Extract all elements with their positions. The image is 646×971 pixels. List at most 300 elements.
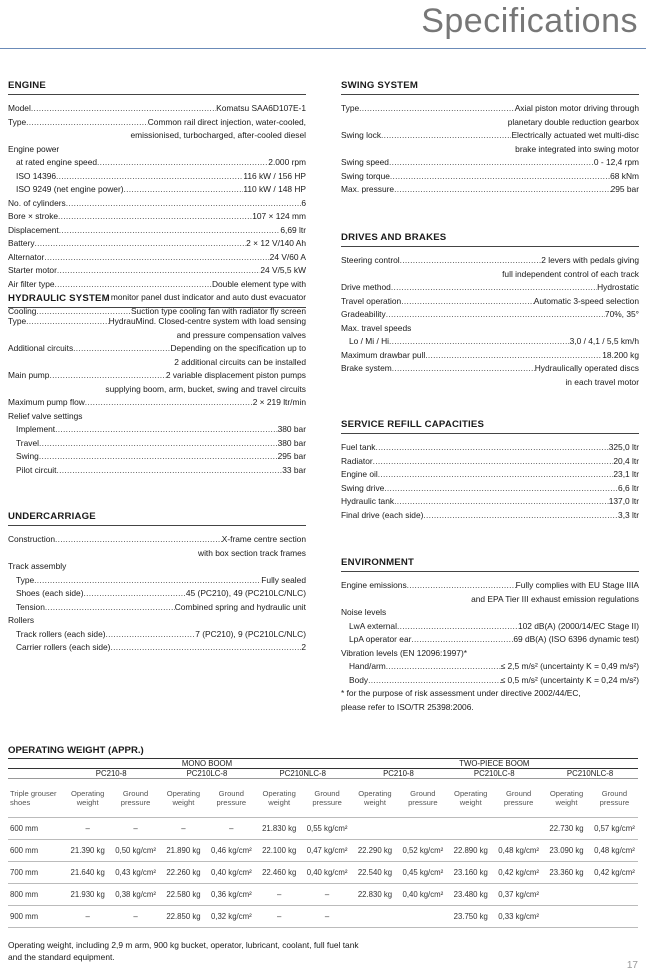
boom-group-header: TWO-PIECE BOOM: [351, 759, 638, 769]
table-cell: 22.730 kg: [542, 818, 591, 840]
table-cell: [591, 884, 638, 906]
spec-value: 6,69 ltr: [280, 224, 306, 235]
ground-pressure-header: Ground pressure: [208, 779, 255, 818]
ground-pressure-header: Ground pressure: [399, 779, 446, 818]
spec-row: [341, 281, 639, 295]
spec-value: Combined spring and hydraulic unit: [174, 601, 306, 612]
shoe-width-cell: 800 mm: [8, 884, 63, 906]
table-cell: [542, 906, 591, 928]
blank-cell: [8, 759, 63, 769]
spec-row: [341, 620, 639, 634]
spec-label: Additional circuits: [8, 343, 74, 353]
table-cell: –: [112, 906, 159, 928]
spec-label: Brake system: [341, 363, 392, 373]
dot-leader: [359, 102, 515, 116]
spec-value: Automatic 3-speed selection: [533, 295, 639, 306]
dot-leader: [397, 620, 518, 634]
spec-label: LwA external: [349, 620, 397, 631]
dot-leader: [381, 129, 511, 143]
spec-row: [341, 349, 639, 363]
table-cell: 21.640 kg: [63, 862, 112, 884]
spec-label: Engine power: [8, 143, 60, 154]
table-cell: 0,47 kg/cm²: [304, 840, 351, 862]
spec-row: [8, 342, 306, 356]
undercarriage-heading: UNDERCARRIAGE: [8, 511, 306, 526]
spec-label: Main pump: [8, 370, 50, 380]
spec-label: Track rollers (each side): [16, 628, 106, 639]
spec-value-continuation: brake integrated into swing motor: [515, 143, 639, 154]
table-cell: 22.890 kg: [446, 840, 495, 862]
ground-pressure-header: Ground pressure: [495, 779, 542, 818]
dot-leader: [84, 587, 186, 601]
dot-leader: [31, 102, 216, 116]
spec-value-continuation: monitor panel dust indicator and auto dust evacuator: [110, 292, 306, 302]
page-title: Specifications: [421, 2, 638, 40]
spec-value: 380 bar: [277, 424, 306, 434]
spec-value: Electrically actuated wet multi-disc: [511, 130, 639, 140]
spec-row: [8, 156, 306, 170]
spec-label: Starter motor: [8, 265, 57, 275]
spec-value: 295 bar: [610, 184, 639, 194]
spec-row: [8, 410, 306, 424]
model-header: PC210-8: [63, 769, 159, 779]
table-cell: 22.580 kg: [159, 884, 208, 906]
spec-value: 33 bar: [282, 464, 306, 475]
table-cell: 21.890 kg: [159, 840, 208, 862]
spec-value-continuation: and pressure compensation valves: [176, 329, 306, 340]
spec-row: [341, 295, 639, 309]
table-cell: 23.160 kg: [446, 862, 495, 884]
table-cell: –: [255, 884, 304, 906]
environment-section: [341, 557, 639, 714]
spec-row: [341, 455, 639, 469]
spec-label: Steering control: [341, 255, 400, 265]
hydraulic-heading: HYDRAULIC SYSTEM: [8, 293, 306, 308]
dot-leader: [55, 423, 277, 437]
spec-value: 23,1 ltr: [613, 469, 639, 479]
spec-row: [8, 170, 306, 184]
model-header: PC210-8: [351, 769, 447, 779]
shoe-width-cell: 900 mm: [8, 906, 63, 928]
spec-label: Air filter type: [8, 278, 55, 289]
spec-value: Fully complies with EU Stage IIIA: [515, 580, 639, 590]
table-cell: 21.830 kg: [255, 818, 304, 840]
spec-label: Model: [8, 103, 31, 113]
spec-row: [341, 647, 639, 661]
spec-row: [8, 450, 306, 464]
dot-leader: [391, 281, 597, 295]
table-cell: 0,33 kg/cm²: [495, 906, 542, 928]
table-cell: 0,42 kg/cm²: [495, 862, 542, 884]
spec-value: 2 levers with pedals giving: [541, 255, 639, 265]
spec-label: Final drive (each side): [341, 509, 424, 520]
dot-leader: [66, 197, 302, 211]
spec-label: Max. pressure: [341, 184, 395, 194]
table-row: [8, 906, 638, 928]
spec-label: Type: [341, 103, 360, 113]
dot-leader: [44, 251, 269, 265]
table-cell: [399, 818, 446, 840]
table-cell: [542, 884, 591, 906]
spec-label: Travel: [16, 437, 39, 448]
ground-pressure-header: Ground pressure: [304, 779, 351, 818]
spec-label: Noise levels: [341, 607, 387, 617]
dot-leader: [35, 237, 247, 251]
table-cell: 21.390 kg: [63, 840, 112, 862]
spec-value: 18.200 kg: [602, 349, 639, 360]
spec-row: [341, 156, 639, 170]
dot-leader: [389, 335, 570, 349]
table-cell: [591, 906, 638, 928]
spec-value: 6,6 ltr: [618, 482, 639, 493]
dot-leader: [66, 560, 306, 574]
spec-row: [341, 579, 639, 593]
spec-value: 7 (PC210), 9 (PC210LC/NLC): [195, 628, 306, 639]
footnote: * for the purpose of risk assessment under directive 2002/44/EC,: [341, 688, 581, 698]
spec-row: [8, 315, 306, 329]
spec-value-continuation: 2 additional circuits can be installed: [174, 356, 306, 367]
note-line: Operating weight, including 2,9 m arm, 900 kg bucket, operator, lubricant, coolant, full fuel tank: [8, 940, 359, 950]
table-cell: 23.090 kg: [542, 840, 591, 862]
spec-value: 68 kNm: [610, 170, 639, 181]
spec-value: HydrauMind. Closed-centre system with load sensing: [108, 316, 306, 326]
spec-row: [341, 322, 639, 336]
dot-leader: [26, 315, 108, 329]
spec-row: [8, 278, 306, 292]
column-header-row: [8, 779, 638, 818]
dot-leader: [425, 349, 602, 363]
note-line: and the standard equipment.: [8, 952, 115, 962]
spec-row: [341, 441, 639, 455]
spec-value: 20,4 ltr: [613, 455, 639, 466]
spec-row: [8, 210, 306, 224]
dot-leader: [401, 295, 534, 309]
spec-label: Battery: [8, 238, 35, 248]
operating-weight-heading: OPERATING WEIGHT (APPR.): [8, 745, 144, 756]
spec-value: 110 kW / 148 HP: [243, 184, 306, 194]
dot-leader: [384, 482, 618, 496]
hydraulic-section: [8, 293, 306, 511]
table-cell: [351, 906, 400, 928]
spec-row: [8, 533, 306, 547]
spec-value: 102 dB(A) (2000/14/EC Stage II): [517, 620, 639, 631]
spec-label: Swing torque: [341, 170, 390, 181]
table-cell: 0,36 kg/cm²: [208, 884, 255, 906]
spec-label: Displacement: [8, 224, 59, 235]
spec-value: Hydraulically operated discs: [534, 363, 639, 373]
spec-label: Vibration levels (EN 12096:1997)*: [341, 647, 468, 658]
spec-value-continuation: in each travel motor: [565, 376, 639, 387]
spec-value: 380 bar: [277, 437, 306, 448]
spec-row: [8, 423, 306, 437]
table-cell: [351, 818, 400, 840]
spec-row: [8, 183, 306, 197]
spec-row: [8, 116, 306, 130]
dot-leader: [368, 674, 500, 688]
page-number: 17: [626, 960, 638, 971]
spec-value: Depending on the specification up to: [170, 343, 306, 353]
spec-value: Suction type cooling fan with radiator fly screen: [130, 305, 306, 316]
table-cell: 0,43 kg/cm²: [112, 862, 159, 884]
spec-value: Axial piston motor driving through: [514, 103, 639, 113]
blank-cell: [8, 769, 63, 779]
dot-leader: [26, 116, 148, 130]
spec-value: 107 × 124 mm: [252, 211, 306, 221]
table-cell: 0,32 kg/cm²: [208, 906, 255, 928]
spec-label: Maximum pump flow: [8, 397, 85, 407]
spec-row: [341, 254, 639, 268]
spec-value: 2: [301, 642, 306, 652]
dot-leader: [82, 410, 306, 424]
dot-leader: [378, 468, 614, 482]
spec-value: 2 × 12 V/140 Ah: [246, 238, 306, 248]
swing-section: [341, 80, 639, 232]
spec-label: No. of cylinders: [8, 197, 66, 208]
dot-leader: [386, 660, 501, 674]
spec-row: [341, 170, 639, 184]
spec-value: Hydrostatic: [597, 282, 639, 292]
table-cell: 22.830 kg: [351, 884, 400, 906]
spec-label: Pilot circuit: [16, 464, 57, 475]
right-column: [341, 80, 639, 714]
spec-label: Swing speed: [341, 157, 389, 167]
dot-leader: [57, 264, 261, 278]
table-cell: 22.460 kg: [255, 862, 304, 884]
table-cell: 0,55 kg/cm²: [304, 818, 351, 840]
spec-value-continuation: emissionised, turbocharged, after-cooled diesel: [130, 130, 306, 140]
spec-row: [341, 495, 639, 509]
spec-row: [341, 660, 639, 674]
operating-weight-header: Operating weight: [63, 779, 112, 818]
shoes-header: Triple grouser shoes: [8, 779, 63, 818]
table-cell: 22.540 kg: [351, 862, 400, 884]
dot-leader: [386, 308, 605, 322]
dot-leader: [49, 369, 165, 383]
spec-value-continuation: supplying boom, arm, bucket, swing and travel circuits: [105, 383, 306, 394]
spec-label: Fuel tank: [341, 442, 376, 452]
spec-label: Drive method: [341, 282, 391, 292]
table-cell: 22.100 kg: [255, 840, 304, 862]
spec-value: 2 variable displacement piston pumps: [165, 370, 306, 380]
shoe-width-cell: 600 mm: [8, 840, 63, 862]
table-cell: 0,57 kg/cm²: [591, 818, 638, 840]
spec-label: Implement: [16, 424, 56, 434]
table-cell: 23.480 kg: [446, 884, 495, 906]
operating-weight-header: Operating weight: [159, 779, 208, 818]
spec-label: Relief valve settings: [8, 410, 83, 421]
operating-weight-note: [8, 939, 359, 963]
table-row: [8, 884, 638, 906]
operating-weight-header: Operating weight: [446, 779, 495, 818]
spec-value: ≤ 2,5 m/s² (uncertainty K = 0,49 m/s²): [500, 661, 639, 671]
dot-leader: [56, 170, 243, 184]
table-cell: 0,40 kg/cm²: [399, 884, 446, 906]
table-cell: 0,37 kg/cm²: [495, 884, 542, 906]
spec-label: Construction: [8, 534, 56, 544]
table-cell: 21.930 kg: [63, 884, 112, 906]
spec-row: [341, 102, 639, 116]
table-cell: 23.750 kg: [446, 906, 495, 928]
spec-row: [8, 251, 306, 265]
spec-row: [341, 509, 639, 523]
dot-leader: [375, 441, 608, 455]
spec-value: 45 (PC210), 49 (PC210LC/NLC): [185, 588, 306, 598]
spec-value: 3,3 ltr: [618, 509, 639, 520]
dot-leader: [390, 170, 610, 184]
spec-value: 24 V/5,5 kW: [260, 265, 306, 275]
model-header: PC210NLC-8: [542, 769, 638, 779]
group-header-row: [8, 759, 638, 769]
table-cell: –: [63, 818, 112, 840]
spec-label: Hand/arm: [349, 661, 386, 671]
title-rule: [0, 48, 646, 49]
table-cell: –: [304, 906, 351, 928]
dot-leader: [407, 579, 516, 593]
table-cell: 0,46 kg/cm²: [208, 840, 255, 862]
spec-row: [8, 464, 306, 478]
refill-heading: SERVICE REFILL CAPACITIES: [341, 419, 639, 434]
shoe-width-cell: 700 mm: [8, 862, 63, 884]
dot-leader: [55, 278, 212, 292]
spec-value-continuation: with box section track frames: [198, 547, 306, 558]
refill-section: [341, 419, 639, 557]
dot-leader: [73, 342, 170, 356]
model-header-row: [8, 769, 638, 779]
table-cell: [495, 818, 542, 840]
spec-value-continuation: and EPA Tier III exhaust emission regulations: [471, 593, 639, 604]
dot-leader: [394, 183, 611, 197]
dot-leader: [467, 647, 639, 661]
dot-leader: [85, 396, 253, 410]
dot-leader: [386, 606, 639, 620]
dot-leader: [58, 210, 252, 224]
dot-leader: [97, 156, 268, 170]
spec-value: 0 - 12,4 rpm: [593, 157, 639, 167]
spec-label: Engine oil: [341, 469, 378, 479]
spec-value: Double element type with: [211, 278, 306, 289]
shoe-width-cell: 600 mm: [8, 818, 63, 840]
operating-weight-header: Operating weight: [542, 779, 591, 818]
spec-row: [341, 335, 639, 349]
spec-value: Common rail direct injection, water-cooled,: [147, 116, 306, 127]
spec-label: Shoes (each side): [16, 588, 84, 598]
table-cell: 0,52 kg/cm²: [399, 840, 446, 862]
dot-leader: [411, 633, 513, 647]
footnote: please refer to ISO/TR 25398:2006.: [341, 701, 474, 712]
spec-row: [8, 369, 306, 383]
spec-value-continuation: full independent control of each track: [502, 268, 639, 279]
spec-label: Radiator: [341, 455, 373, 466]
spec-row: [341, 482, 639, 496]
spec-value: 6: [301, 197, 306, 208]
table-cell: 0,42 kg/cm²: [591, 862, 638, 884]
spec-label: Lo / Mi / Hi: [349, 336, 390, 346]
spec-label: Rollers: [8, 615, 35, 625]
spec-row: [8, 587, 306, 601]
ground-pressure-header: Ground pressure: [591, 779, 638, 818]
dot-leader: [39, 450, 278, 464]
table-cell: 22.850 kg: [159, 906, 208, 928]
spec-label: Bore × stroke: [8, 211, 59, 221]
dot-leader: [59, 224, 281, 238]
spec-label: ISO 14396: [16, 170, 57, 181]
dot-leader: [389, 156, 594, 170]
spec-row: [341, 468, 639, 482]
table-cell: [446, 818, 495, 840]
spec-value: 2 × 219 ltr/min: [252, 397, 306, 407]
spec-row: [8, 574, 306, 588]
spec-label: at rated engine speed: [16, 157, 98, 167]
spec-label: Alternator: [8, 251, 45, 262]
table-cell: –: [63, 906, 112, 928]
dot-leader: [394, 495, 609, 509]
table-cell: 0,40 kg/cm²: [304, 862, 351, 884]
table-cell: 0,50 kg/cm²: [112, 840, 159, 862]
table-row: [8, 862, 638, 884]
spec-value: Komatsu SAA6D107E-1: [216, 103, 306, 113]
spec-label: LpA operator ear: [349, 634, 412, 644]
dot-leader: [110, 641, 301, 655]
spec-value-continuation: planetary double reduction gearbox: [507, 116, 639, 127]
spec-label: Type: [16, 574, 35, 585]
table-cell: 0,45 kg/cm²: [399, 862, 446, 884]
spec-row: [8, 143, 306, 157]
table-cell: 23.360 kg: [542, 862, 591, 884]
spec-value: 137,0 ltr: [608, 496, 639, 506]
spec-row: [8, 614, 306, 628]
engine-heading: ENGINE: [8, 80, 306, 95]
table-cell: 22.290 kg: [351, 840, 400, 862]
spec-label: Gradeability: [341, 309, 386, 319]
spec-row: [8, 560, 306, 574]
spec-row: [8, 197, 306, 211]
table-cell: –: [159, 818, 208, 840]
spec-label: Max. travel speeds: [341, 322, 412, 333]
spec-label: Body: [349, 674, 369, 685]
table-cell: 0,38 kg/cm²: [112, 884, 159, 906]
spec-value: Fully sealed: [261, 574, 306, 585]
dot-leader: [57, 464, 283, 478]
undercarriage-section: [8, 511, 306, 655]
spec-value: 70%, 35°: [604, 309, 639, 319]
dot-leader: [39, 437, 278, 451]
table-cell: –: [304, 884, 351, 906]
spec-row: [341, 308, 639, 322]
spec-label: Type: [8, 116, 27, 127]
spec-label: Swing drive: [341, 482, 385, 493]
left-column: [8, 80, 306, 655]
spec-label: Carrier rollers (each side): [16, 642, 111, 652]
table-cell: 0,48 kg/cm²: [495, 840, 542, 862]
spec-row: [8, 437, 306, 451]
table-cell: –: [255, 906, 304, 928]
dot-leader: [124, 183, 244, 197]
spec-value: ≤ 0,5 m/s² (uncertainty K = 0,24 m/s²): [500, 674, 639, 685]
table-row: [8, 840, 638, 862]
spec-label: Track assembly: [8, 561, 67, 571]
spec-row: [8, 224, 306, 238]
dot-leader: [45, 601, 175, 615]
spec-value: 69 dB(A) (ISO 6396 dynamic test): [513, 634, 639, 644]
spec-row: [8, 396, 306, 410]
operating-weight-table: [8, 758, 638, 928]
spec-row: [341, 633, 639, 647]
model-header: PC210LC-8: [159, 769, 255, 779]
spec-label: Cooling: [8, 305, 37, 316]
spec-value: 3,0 / 4,1 / 5,5 km/h: [569, 336, 639, 346]
spec-value: 325,0 ltr: [608, 442, 639, 452]
spec-value: 295 bar: [277, 451, 306, 461]
